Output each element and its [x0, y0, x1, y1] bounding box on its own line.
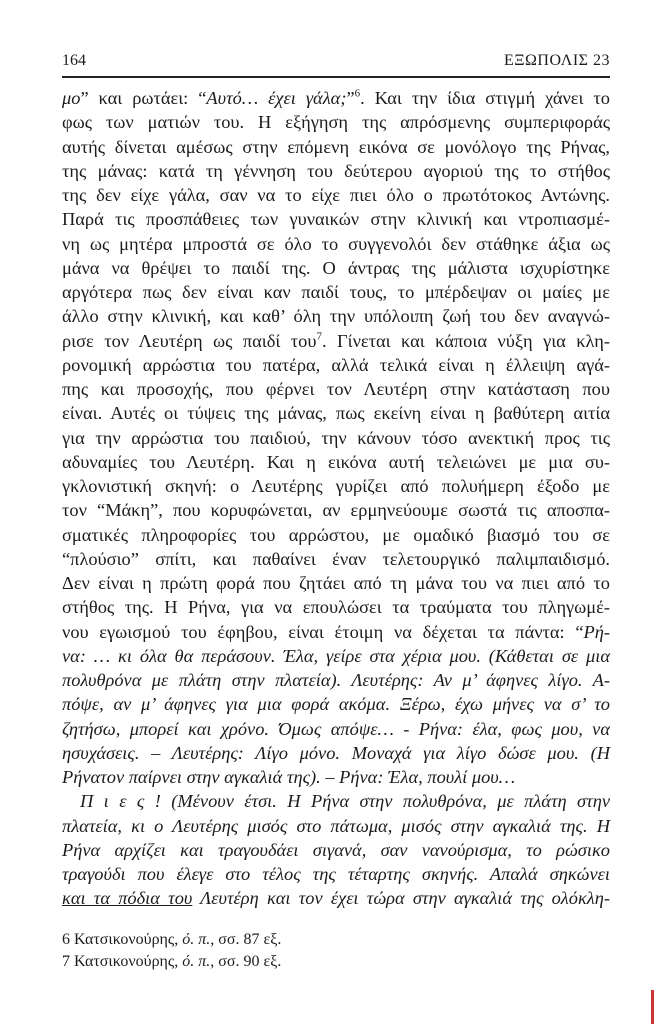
text-run: Ρήνατον παίρνει στην αγκαλιά της). – Ρήνα: Έλα, πουλί μου…	[62, 767, 516, 787]
text-line	[62, 401, 610, 425]
text-run: της δεν είχε γάλα, σαν να το είχε πιει όλο ο πρωτότοκος Αντώνης.	[62, 185, 610, 205]
text-run: πης και προσοχής, που φέρνει τον Λευτέρη στην κατάσταση που	[62, 379, 610, 399]
text-run: ό. π.	[182, 931, 211, 948]
text-run: ζητήσω, μπορεί και χρόνο. Όμως απόψε… - Ρήνα: έλα, φως μου, να	[62, 718, 610, 739]
text-run: είναι. Αυτές οι τύψεις της μάνας, πως εκείνη είναι η βαθύτερη αιτία	[62, 403, 610, 424]
text-run: Ρήνα αρχίζει και τραγουδάει σιγανά, σαν νανούρισμα, το ρώσικο	[62, 839, 610, 860]
text-line	[62, 426, 610, 450]
text-line	[62, 183, 610, 207]
text-run: , σσ. 90 εξ.	[210, 953, 282, 970]
text-line	[62, 717, 610, 741]
text-run: πόψε, αν μ’ άφηνες για μια φορά ακόμα. Ξέρω, έχω μήνες να σ’ το	[62, 694, 610, 715]
text-line	[62, 547, 610, 571]
text-run: γκλονιστική σκηνή: ο Λευτέρης γυρίζει από πολυήμερη έξοδο με	[62, 476, 610, 496]
text-run: πλατεία, κι ο Λευτέρης μισός στο πάτωμα, μισός στην αγκαλιά της. Η	[62, 815, 610, 836]
text-line	[62, 159, 610, 183]
text-run: τραγούδι που έλεγε στο τέλος της τέταρτης σκηνής. Απαλά σηκώνει	[62, 864, 610, 884]
text-run: φως των ματιών του. Η εξήγηση της απρόσμενης συμπεριφοράς	[62, 112, 610, 133]
text-line	[62, 256, 610, 280]
text-line	[62, 450, 610, 474]
text-run: τον “Μάκη”, που κορυφώνεται, αν ερμηνεύουμε σωστά τις αποσπα-	[62, 500, 610, 521]
text-run: , σσ. 87 εξ.	[210, 931, 282, 948]
page-number: 164	[62, 52, 86, 69]
text-run: ησυχάσεις. – Λευτέρης: Λίγο μόνο. Μοναχά για λίγο δώσε μου. (Η	[62, 742, 610, 763]
text-line	[62, 110, 610, 134]
footnote-ref: 7	[316, 329, 322, 342]
text-run: ρονομική αρρώστια του πατέρα, αλλά τελικά είναι η έλλειψη αγά-	[62, 354, 610, 375]
text-run: Αυτό… έχει γάλα;	[206, 88, 347, 108]
text-run: ρισε τον Λευτέρη ως παιδί του	[62, 330, 317, 351]
text-line	[62, 86, 610, 110]
text-line	[62, 523, 610, 547]
text-line	[62, 280, 610, 304]
text-run: της μάνας: κατά τη γέννηση του δεύτερου αγοριού της το στήθος	[62, 160, 610, 181]
text-run: Λευτέρη και τον έχει τώρα στην αγκαλιά της ολόκλη-	[192, 888, 610, 909]
text-run: αργότερα πως δεν είναι καν παιδί τους, το μπέρδεψαν οι μαίες με	[62, 282, 610, 302]
text-run: Ρή-	[583, 621, 610, 642]
text-run: “πλούσιο” σπίτι, και παθαίνει έναν τελετουργικό παλιμπαιδισμό.	[62, 548, 610, 569]
text-run: άλλο στην κλινική, και καθ’ όλη την υπόλοιπη ζωή του δεν αναγνώ-	[62, 306, 610, 327]
text-run: 7 Κατσικονούρης,	[62, 953, 183, 970]
footnote-ref: 6	[354, 87, 361, 100]
text-line	[62, 304, 610, 328]
text-line	[62, 789, 610, 813]
text-line	[62, 571, 610, 595]
text-line	[62, 329, 610, 353]
text-run: και τα πόδια του	[62, 888, 193, 909]
text-run: νη ως μητέρα μπροστά σε όλο το συγγενολόι δεν στάθηκε άξια ως	[62, 233, 610, 254]
text-line	[62, 668, 610, 692]
edge-mark	[651, 990, 654, 1024]
text-line	[62, 377, 610, 401]
text-run: Δεν είναι η πρώτη φορά που ζητάει από τη μάνα του να πιει από το	[62, 573, 610, 593]
text-line	[62, 620, 610, 644]
text-run: ” και ρωτάει: “	[80, 88, 207, 108]
text-run: για την αρρώστια του παιδιού, την κάνουν τόσο ανεκτική προς τις	[62, 427, 610, 448]
text-line	[62, 353, 610, 377]
text-run: . Και την ίδια στιγμή χάνει το	[360, 88, 610, 108]
text-run: ό. π.	[182, 953, 211, 970]
text-line	[62, 135, 610, 159]
text-run: 6 Κατσικονούρης,	[62, 931, 183, 948]
text-run: ”	[346, 88, 355, 108]
text-run: Π ι ε ς ! (Μένουν έτσι. Η Ρήνα στην πολυθρόνα, με πλάτη στην	[80, 791, 610, 812]
text-line	[62, 595, 610, 619]
footnotes	[62, 929, 610, 973]
text-line	[62, 741, 610, 765]
text-run: νου εγωισμού του έφηβου, είναι έτοιμη να δέχεται τα πάντα: “	[62, 621, 584, 642]
text-run: σματικές πληροφορίες του αρρώστου, με ομαδικό βιασμό του σε	[62, 524, 610, 545]
text-run: στήθος της. Η Ρήνα, για να επουλώσει τα τραύματα του πληγωμέ-	[62, 597, 610, 618]
running-title: ΕΞΩΠΟΛΙΣ 23	[503, 52, 610, 69]
text-line	[62, 838, 610, 862]
text-run: πολυθρόνα με πλάτη στην πλατεία). Λευτέρης: Αν μ’ άφηνες λίγο. Α-	[62, 670, 610, 690]
text-run: αυτής δίνεται αμέσως στην επόμενη εικόνα σε μονόλογο της Ρήνας,	[62, 136, 610, 157]
text-line	[62, 232, 610, 256]
text-line	[62, 474, 610, 498]
text-line	[62, 765, 610, 789]
header-rule	[62, 76, 610, 78]
text-run: να: … κι όλα θα περάσουν. Έλα, γείρε στα χέρια μου. (Κάθεται σε μια	[62, 645, 610, 666]
text-run: Παρά τις προσπάθειες των γυναικών στην κλινική και ντροπιασμέ-	[62, 209, 610, 230]
text-run: . Γίνεται και κάποια νύξη για κλη-	[321, 330, 610, 351]
body-text	[62, 86, 610, 911]
text-run: μο	[62, 88, 81, 108]
footnote	[62, 929, 610, 951]
text-run: αδυναμίες του Λευτέρη. Και η εικόνα αυτή τελειώνει με μια συ-	[62, 451, 610, 472]
text-line	[62, 207, 610, 231]
footnote	[62, 951, 610, 973]
text-line	[62, 814, 610, 838]
text-line	[62, 886, 610, 910]
text-line	[62, 862, 610, 886]
text-line	[62, 644, 610, 668]
text-line	[62, 692, 610, 716]
text-run: μάνα να θρέψει το παιδί της. Ο άντρας της μάλιστα ισχυρίστηκε	[62, 257, 610, 278]
page-header	[62, 52, 610, 74]
text-line	[62, 498, 610, 522]
